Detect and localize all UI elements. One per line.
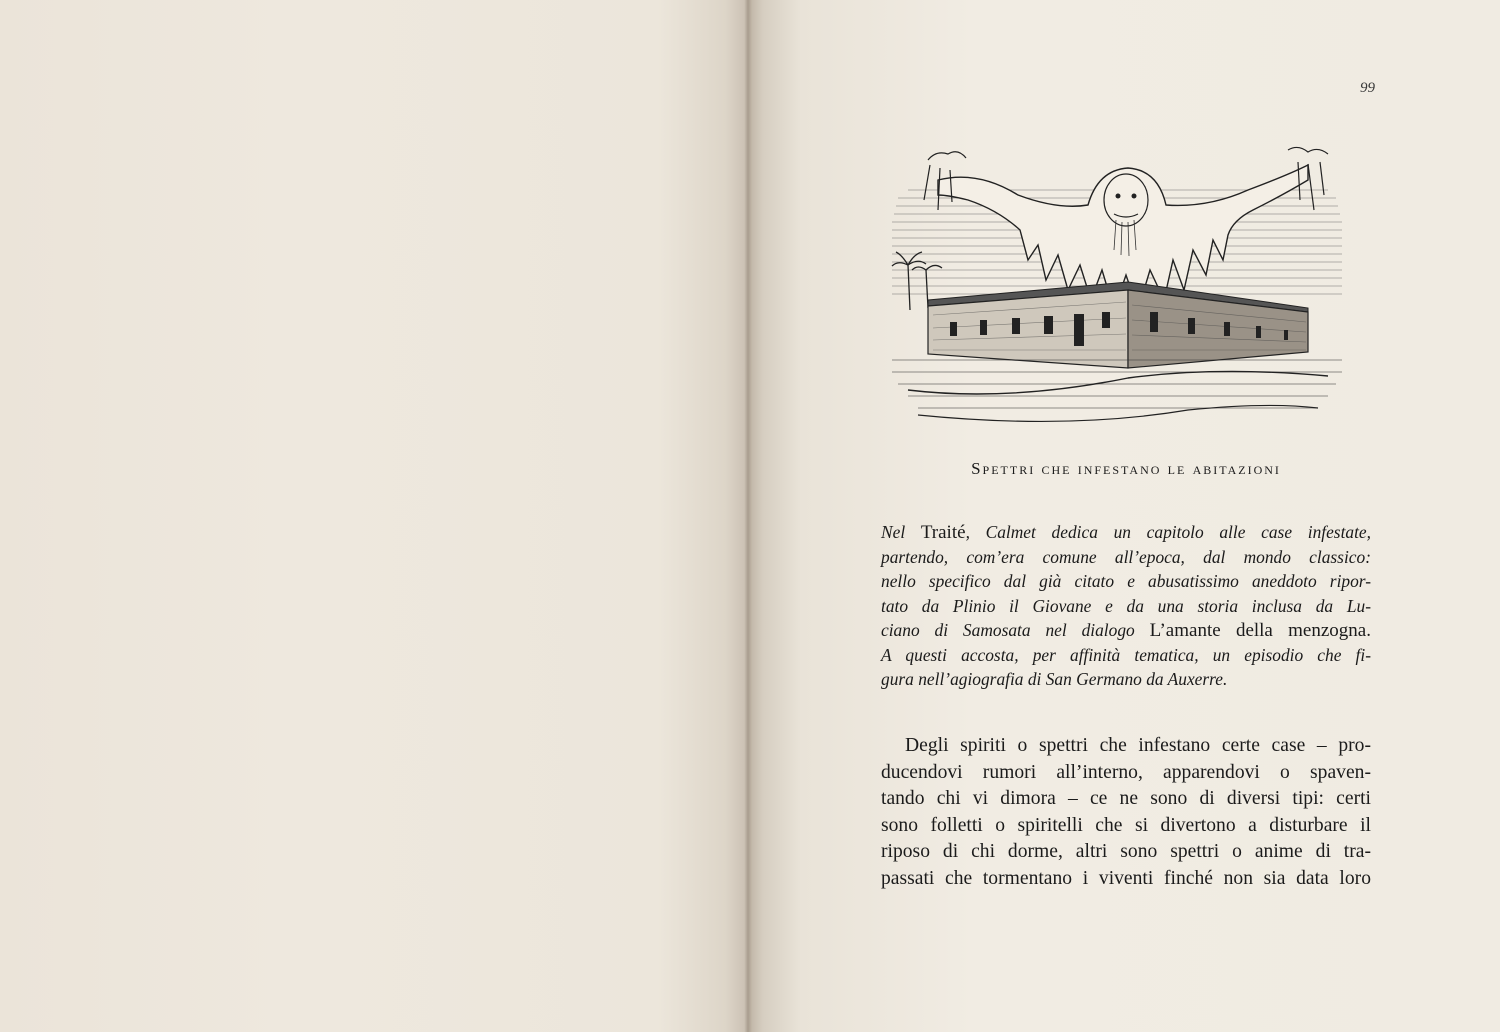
intro-line (881, 520, 1371, 545)
intro-line: tato da Plinio il Giovane e da una storia inclusa da Lu- (881, 595, 1371, 616)
intro-text: Nel (881, 522, 921, 542)
intro-line (881, 618, 1371, 643)
intro-text: . (1366, 619, 1371, 641)
body-line: riposo di chi dorme, altri sono spettri o anime di tra- (881, 841, 1371, 863)
intro-line: gura nell’agiografia di San Germano da Auxerre. (881, 669, 1228, 690)
book-title-traite: Traité (920, 522, 966, 543)
body-line: Degli spiriti o spettri che infestano certe case – pro- (905, 735, 1371, 756)
illustration-caption: Spettri che infestano le abitazioni (971, 459, 1281, 478)
intro-paragraph (881, 520, 1371, 691)
body-paragraph (881, 733, 1371, 893)
body-line: sono folletti o spiritelli che si divertono a disturbare il (881, 814, 1371, 836)
body-line: tando chi vi dimora – ce ne sono di diversi tipi: certi (881, 788, 1371, 810)
intro-text: , Calmet dedica un capitolo alle case infestate, (965, 522, 1372, 542)
dialogue-title: L’amante della menzogna (1149, 619, 1367, 641)
body-line: passati che tormentano i viventi finché non sia data loro (881, 867, 1371, 889)
intro-line: A questi accosta, per affinità tematica, un episodio che fi- (881, 645, 1371, 666)
page-number: 99 (1360, 80, 1375, 96)
intro-text: ciano di Samosata nel dialogo (881, 619, 1150, 640)
intro-line: nello specifico dal già citato e abusatissimo aneddoto ripor- (881, 571, 1371, 592)
body-line: ducendovi rumori all’interno, apparendovi o spaven- (881, 761, 1371, 783)
intro-line: partendo, com’era comune all’epoca, dal mondo classico: (881, 547, 1371, 568)
book-gutter (744, 0, 752, 1032)
left-page (0, 0, 748, 1032)
haunted-house-engraving (888, 140, 1346, 430)
